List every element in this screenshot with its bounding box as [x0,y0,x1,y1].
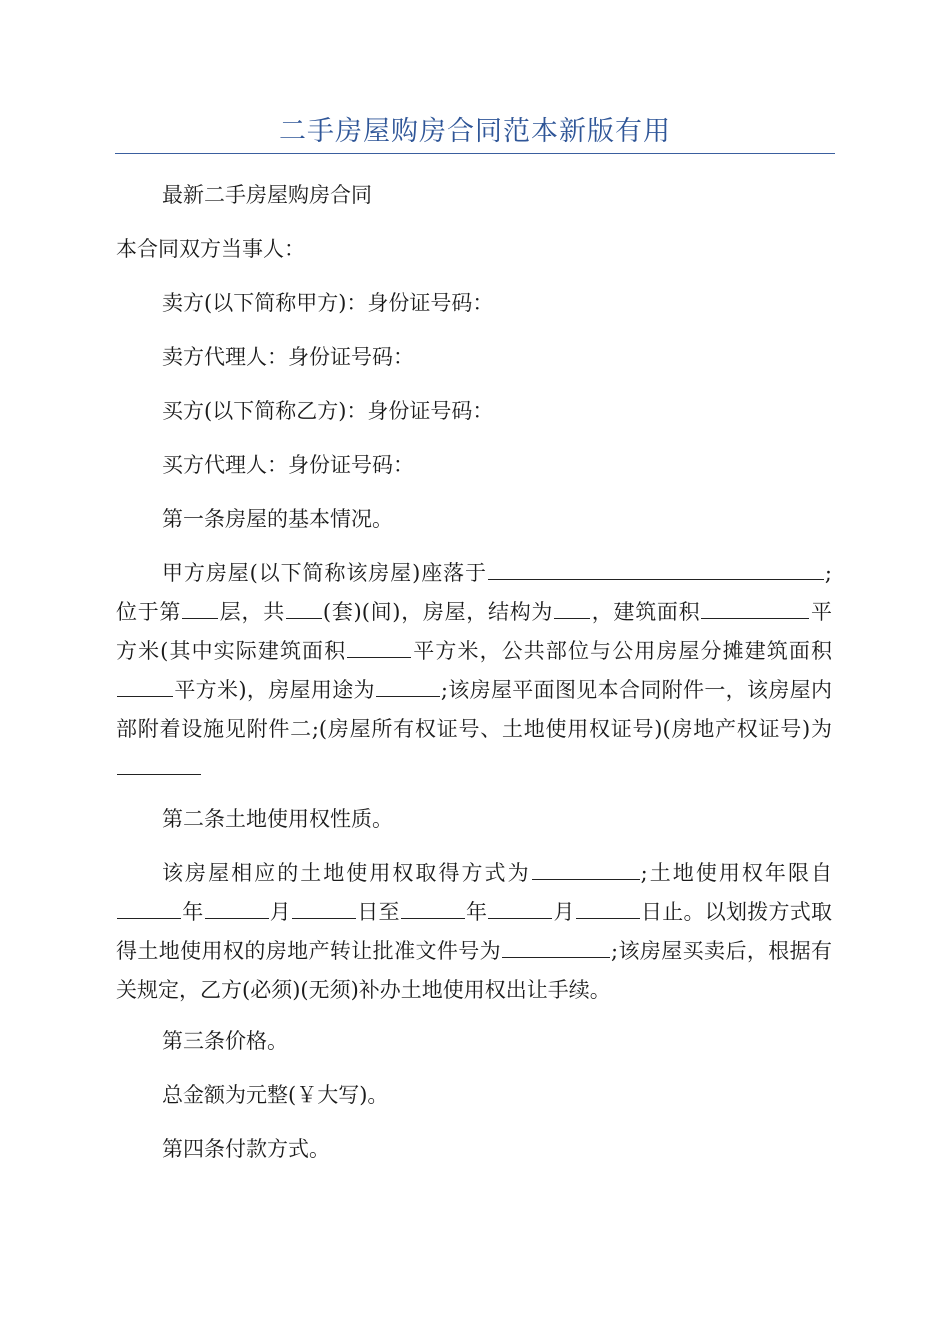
article-2-text: ;土地使用权年限自 [640,861,833,885]
blank-field [532,857,640,880]
article-1-text: 甲方房屋(以下简称该房屋)座落于 [162,561,487,585]
parties-intro: 本合同双方当事人： [116,237,305,261]
blank-field [286,596,322,619]
article-3-title: 第三条价格。 [162,1029,288,1053]
blank-field [117,896,181,919]
seller-line: 卖方(以下简称甲方)：身份证号码： [162,291,494,315]
article-4-title: 第四条付款方式。 [162,1137,330,1161]
article-1-text: (套)(间)，房屋，结构为 [322,600,554,624]
blank-field [488,896,552,919]
blank-field [701,596,809,619]
article-2-text: 该房屋相应的土地使用权取得方式为 [162,861,531,885]
blank-field [488,557,824,580]
article-2-text: 月 [553,900,575,924]
buyer-line: 买方(以下简称乙方)：身份证号码： [162,399,494,423]
blank-field [554,596,590,619]
article-2-title: 第二条土地使用权性质。 [162,807,393,831]
blank-field [576,896,640,919]
blank-field [347,635,411,658]
article-1-body [116,554,832,788]
article-2-text: 月 [269,900,291,924]
article-2-text: 年 [182,900,204,924]
title-underline [115,153,835,154]
article-1-text: ，建筑面积 [591,600,701,624]
blank-field [117,674,173,697]
blank-field [292,896,356,919]
blank-field [205,896,269,919]
seller-agent-line: 卖方代理人：身份证号码： [162,345,414,369]
blank-field [376,674,440,697]
document-title: 二手房屋购房合同范本新版有用 [279,116,671,147]
article-2-text: 日止。以划拨方式取得土地使用权的房地产转让批准文件号为 [116,900,832,963]
article-1-text: 平方米)，房屋用途为 [174,678,375,702]
article-2-text: 年 [465,900,488,924]
total-amount-line: 总金额为元整(￥大写)。 [162,1083,389,1107]
blank-field [401,896,465,919]
document-subtitle: 最新二手房屋购房合同 [162,183,372,207]
blank-field [182,596,218,619]
article-1-text: 平方米，公共部位与公用房屋分摊建筑面积 [412,639,832,663]
buyer-agent-line: 买方代理人：身份证号码： [162,453,414,477]
article-2-body [116,854,832,1010]
article-1-text: ;位于第 [116,561,832,624]
article-1-title: 第一条房屋的基本情况。 [162,507,393,531]
article-2-text: ;该房屋买卖后，根据有关规定，乙方(必须)(无须)补办土地使用权出让手续。 [116,939,833,1002]
blank-field [117,752,201,775]
article-2-text: 日至 [357,900,400,924]
article-1-text: 平方米(其中实际建筑面积 [116,600,833,663]
article-1-text: 层，共 [219,600,285,624]
blank-field [502,935,610,958]
article-1-text: ;该房屋平面图见本合同附件一，该房屋内部附着设施见附件二;(房屋所有权证号、土地使用权证号)(房地产权证号)为 [116,678,832,741]
